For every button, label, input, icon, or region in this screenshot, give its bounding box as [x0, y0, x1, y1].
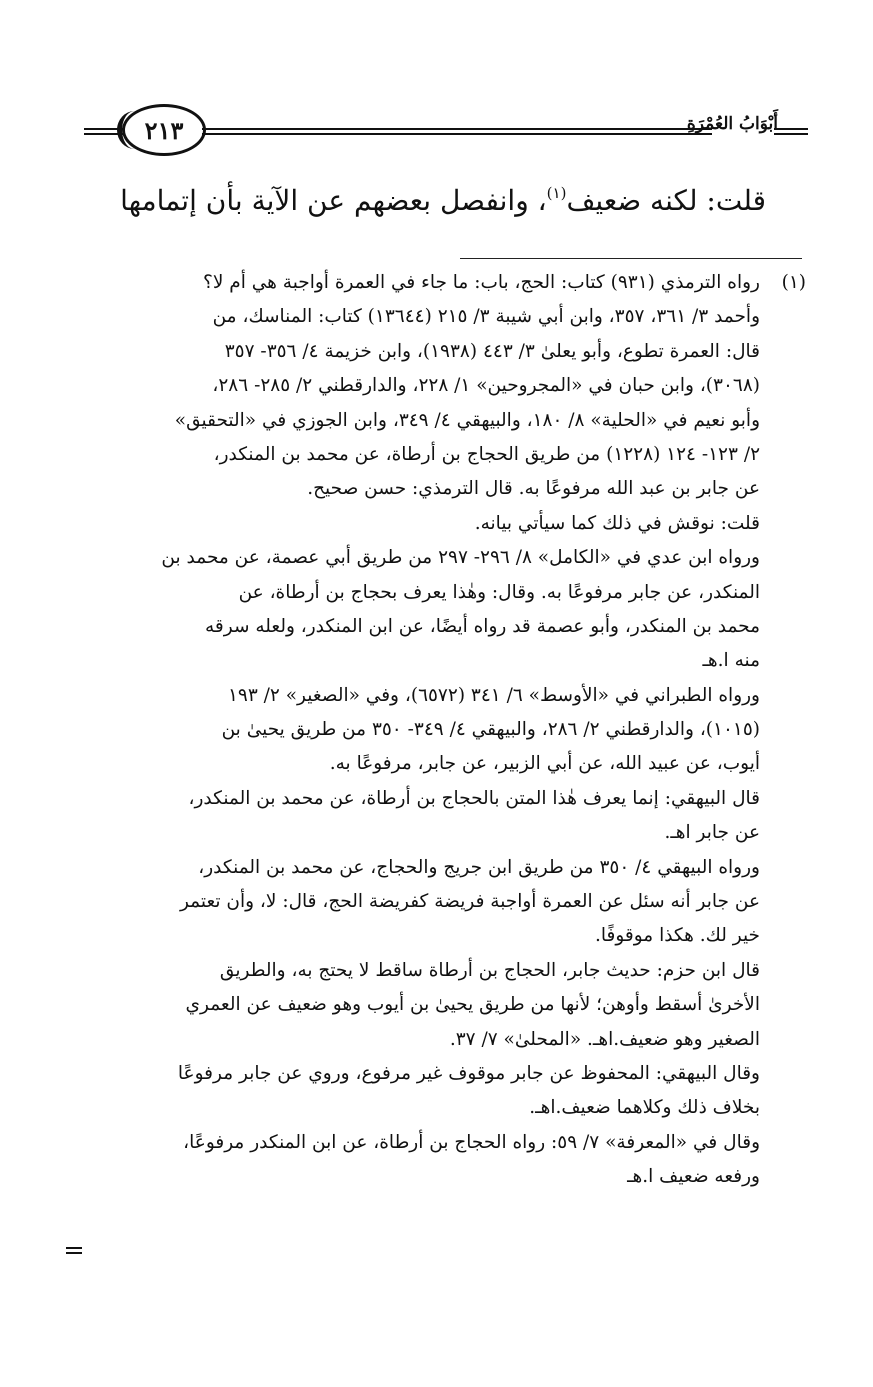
footnote-line: ٢/ ١٢٣- ١٢٤ (١٢٢٨) من طريق الحجاج بن أرطاة، عن محمد بن المنكدر، [213, 443, 760, 465]
footnote-line: وقال البيهقي: المحفوظ عن جابر موقوف غير مرفوع، وروي عن جابر مرفوعًا [177, 1062, 760, 1084]
footnote-line: قلت: نوقش في ذلك كما سيأتي بيانه. [474, 512, 760, 534]
page-header [84, 98, 808, 162]
footnote-line: ورواه البيهقي ٤/ ٣٥٠ من طريق ابن جريج والحجاج، عن محمد بن المنكدر، [198, 856, 760, 878]
footnote-line: قال: العمرة تطوع، وأبو يعلىٰ ٣/ ٤٤٣ (١٩٣٨)، وابن خزيمة ٤/ ٣٥٦- ٣٥٧ [224, 340, 760, 362]
footnote-line: ورفعه ضعيف ا.هـ [627, 1166, 760, 1188]
footnote-line: وقال في «المعرفة» ٧/ ٥٩: رواه الحجاج بن أرطاة، عن ابن المنكدر مرفوعًا، [183, 1131, 760, 1153]
main-text-line [86, 160, 766, 234]
footnote-line: قال ابن حزم: حديث جابر، الحجاج بن أرطاة ساقط لا يحتج به، والطريق [219, 959, 760, 981]
running-title: أَبْوَابُ العُمْرَةِ [686, 114, 778, 134]
footnote-line: بخلاف ذلك وكلاهما ضعيف.اهـ. [529, 1097, 760, 1119]
footnote-separator [460, 258, 802, 259]
continuation-mark [66, 1247, 82, 1254]
footnote-line: منه ا.هـ [702, 650, 760, 672]
footnote-line [86, 266, 806, 300]
footnote-line-text: رواه الترمذي (٩٣١) كتاب: الحج، باب: ما جاء في العمرة أواجبة هي أم لا؟ [203, 272, 760, 293]
main-text-before-ref: قلت: لكنه ضعيف [566, 184, 766, 217]
footnote-line: محمد بن المنكدر، وأبو عصمة قد رواه أيضًا، عن ابن المنكدر، ولعله سرقه [205, 615, 760, 637]
footnote-line: الصغير وهو ضعيف.اهـ. «المحلىٰ» ٧/ ٣٧. [449, 1028, 760, 1050]
footnote-line: المنكدر، عن جابر مرفوعًا به. وقال: وهٰذا يعرف بحجاج بن أرطاة، عن [238, 581, 760, 603]
footnote-line: وأحمد ٣/ ٣٦١، ٣٥٧، وابن أبي شيبة ٣/ ٢١٥ (١٣٦٤٤) كتاب: المناسك، من [212, 306, 760, 328]
footnote-line: الأخرىٰ أسقط وأوهن؛ لأنها من طريق يحيىٰ بن أيوب وهو ضعيف عن العمري [185, 994, 760, 1016]
header-rule-middle [202, 128, 712, 135]
footnote-line: أيوب، عن عبيد الله، عن أبي الزبير، عن جابر، مرفوعًا به. [329, 753, 760, 775]
header-rule-right [774, 128, 808, 135]
footnote-line: قال البيهقي: إنما يعرف هٰذا المتن بالحجاج بن أرطاة، عن محمد بن المنكدر، [188, 787, 760, 809]
footnote-line: (١٠١٥)، والدارقطني ٢/ ٢٨٦، والبيهقي ٤/ ٣٤٩- ٣٥٠ من طريق يحيىٰ بن [221, 719, 760, 741]
footnote-line: عن جابر أنه سئل عن العمرة أواجبة فريضة كفريضة الحج، قال: لا، وأن تعتمر [179, 891, 760, 913]
footnote-line: ورواه الطبراني في «الأوسط» ٦/ ٣٤١ (٦٥٧٢)، وفي «الصغير» ٢/ ١٩٣ [227, 684, 760, 706]
footnote-line: عن جابر اهـ. [664, 822, 760, 844]
footnote-line: ورواه ابن عدي في «الكامل» ٨/ ٢٩٦- ٢٩٧ من طريق أبي عصمة، عن محمد بن [161, 547, 760, 569]
footnote-line: خير لك. هكذا موقوفًا. [594, 925, 760, 947]
footnote-line: وأبو نعيم في «الحلية» ٨/ ١٨٠، والبيهقي ٤/ ٣٤٩، وابن الجوزي في «التحقيق» [174, 409, 760, 431]
footnote-marker: (١) [781, 272, 806, 293]
page-number: ٢١٣ [144, 115, 184, 145]
footnote-line: (٣٠٦٨)، وابن حبان في «المجروحين» ١/ ٢٢٨، والدارقطني ٢/ ٢٨٥- ٢٨٦، [212, 375, 760, 397]
footnote-line: عن جابر بن عبد الله مرفوعًا به. قال الترمذي: حسن صحيح. [307, 478, 760, 500]
main-text-after-ref: ، وانفصل بعضهم عن الآية بأن إتمامها [120, 184, 547, 217]
footnote-reference: (١) [546, 184, 567, 202]
footnote-block [86, 266, 806, 1195]
page-number-badge [122, 104, 206, 156]
